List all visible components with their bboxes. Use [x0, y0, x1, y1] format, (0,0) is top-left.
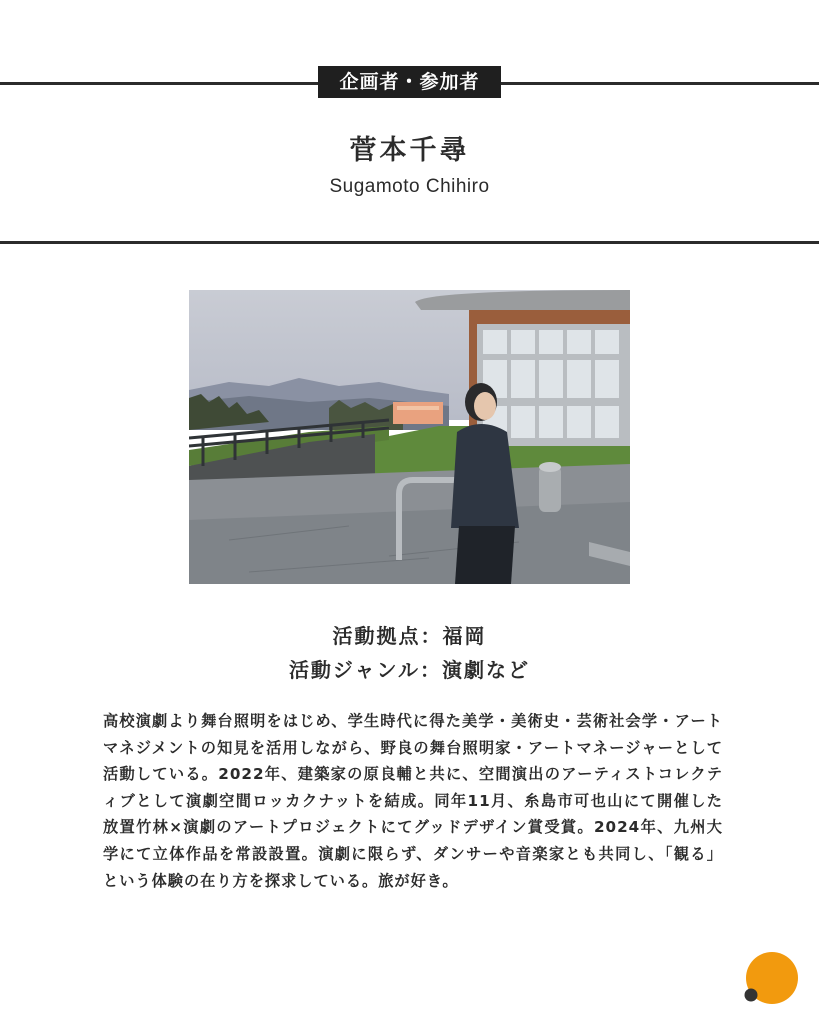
profile-photo-illustration	[189, 290, 630, 584]
activity-genre: 活動ジャンル：演劇など	[288, 658, 531, 682]
biography-text: 高校演劇より舞台照明をはじめ、学生時代に得た美学・美術史・芸術社会学・アートマネジメントの知見を活用しながら、野良の舞台照明家・アートマネージャーとして活動している。2022年、建築家の原良輔と共に、空間演出のアーティストコレクティブとして演劇空間ロッカクナットを結成。同年11月、糸島市可也山にて開催した放置竹林×演劇のアートプロジェクトにてグッドデザイン賞受賞。2024年、九州大学にて立体作品を常設設置。演劇に限らず、ダンサーや音楽家とも共同し、「観る」という体験の在り方を探求している。旅が好き。	[103, 712, 723, 890]
decorative-dots-icon	[742, 952, 802, 1008]
role-badge: 企画者・参加者	[318, 66, 501, 98]
person-name-romanized: Sugamoto Chihiro	[329, 176, 490, 197]
person-name-japanese: 菅本千尋	[349, 135, 470, 166]
header-bottom-rule	[0, 241, 819, 244]
activity-base: 活動拠点：福岡	[332, 624, 487, 648]
profile-photo	[189, 290, 630, 584]
